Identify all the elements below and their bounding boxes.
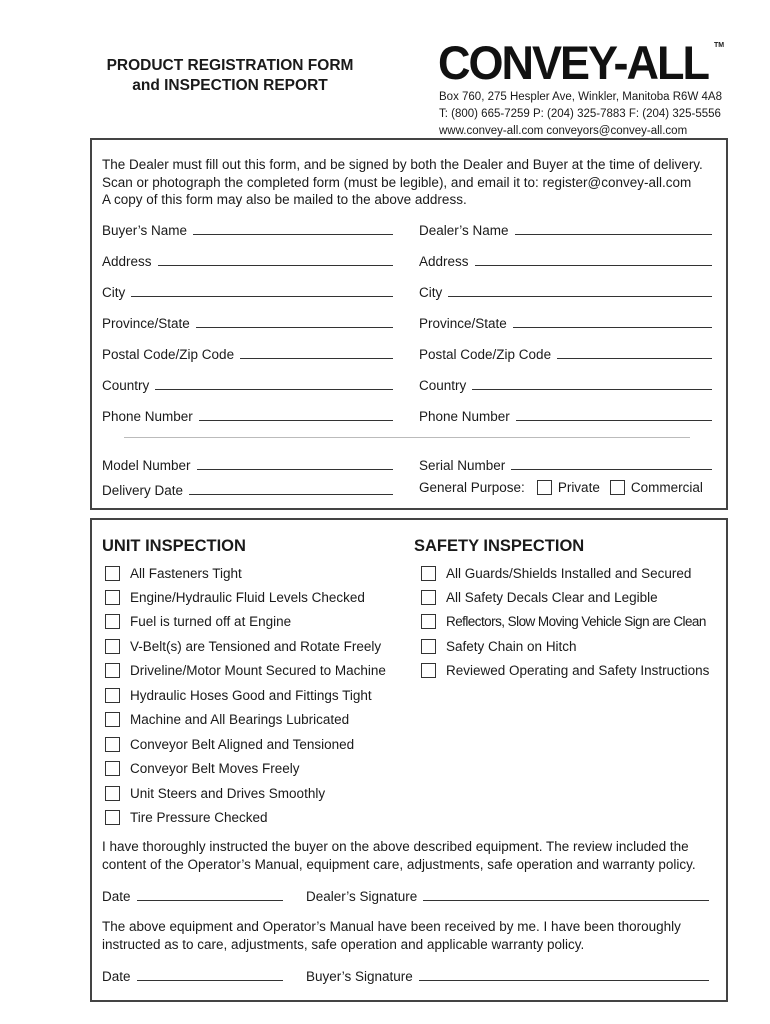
safety-check-checkbox[interactable] (421, 639, 436, 654)
safety-check-label: Reviewed Operating and Safety Instructions (446, 662, 710, 678)
unit-check-checkbox[interactable] (105, 786, 120, 801)
unit-check-item[interactable] (105, 759, 300, 777)
buyer-phone-field[interactable] (102, 406, 393, 424)
unit-check-label: Fuel is turned off at Engine (130, 613, 292, 629)
safety-check-item[interactable] (421, 612, 706, 630)
dealer-city-label: City (419, 285, 443, 300)
model-number-label: Model Number (102, 458, 191, 473)
safety-check-checkbox[interactable] (421, 590, 436, 605)
buyer-signature-label: Buyer’s Signature (306, 969, 413, 984)
unit-check-item[interactable] (105, 637, 381, 655)
dealer-country-label: Country (419, 378, 467, 393)
unit-check-item[interactable] (105, 710, 349, 728)
unit-check-label: Engine/Hydraulic Fluid Levels Checked (130, 589, 365, 605)
safety-check-item[interactable] (421, 564, 691, 582)
dealer-date-label: Date (102, 889, 131, 904)
unit-check-label: Tire Pressure Checked (130, 809, 268, 825)
model-number-field[interactable] (102, 455, 393, 473)
serial-number-label: Serial Number (419, 458, 506, 473)
buyer-date-field[interactable] (102, 966, 283, 984)
buyer-name-field[interactable] (102, 220, 393, 238)
safety-check-item[interactable] (421, 637, 577, 655)
unit-check-checkbox[interactable] (105, 590, 120, 605)
dealer-city-field[interactable] (419, 282, 712, 300)
unit-check-checkbox[interactable] (105, 712, 120, 727)
delivery-date-field[interactable] (102, 480, 393, 498)
dealer-postal-label: Postal Code/Zip Code (419, 347, 552, 362)
buyer-address-field[interactable] (102, 251, 393, 269)
intro-line-1: The Dealer must fill out this form, and be signed by both the Dealer and Buyer at the time of delivery. (102, 157, 703, 172)
dealer-signature-field[interactable] (306, 886, 709, 904)
unit-check-item[interactable] (105, 661, 386, 679)
dealer-statement-line-1: I have thoroughly instructed the buyer on the above described equipment. The review included the (102, 839, 689, 854)
buyer-postal-field[interactable] (102, 344, 393, 362)
unit-check-checkbox[interactable] (105, 639, 120, 654)
section-divider (124, 437, 690, 438)
buyer-statement-line-1: The above equipment and Operator’s Manual have been received by me. I have been thoroughly (102, 919, 681, 934)
trademark-mark: TM (714, 42, 725, 49)
dealer-statement (102, 838, 722, 874)
buyer-date-label: Date (102, 969, 131, 984)
safety-inspection-heading: SAFETY INSPECTION (414, 537, 585, 555)
unit-check-checkbox[interactable] (105, 737, 120, 752)
unit-check-item[interactable] (105, 686, 372, 704)
unit-check-label: Driveline/Motor Mount Secured to Machine (130, 662, 386, 678)
unit-check-label: All Fasteners Tight (130, 565, 242, 581)
unit-check-item[interactable] (105, 564, 242, 582)
dealer-date-field[interactable] (102, 886, 283, 904)
buyer-address-label: Address (102, 254, 152, 269)
buyer-city-label: City (102, 285, 126, 300)
dealer-phone-field[interactable] (419, 406, 712, 424)
unit-inspection-heading: UNIT INSPECTION (102, 537, 246, 555)
unit-check-label: Unit Steers and Drives Smoothly (130, 785, 326, 801)
company-phones: T: (800) 665-7259 P: (204) 325-7883 F: (204) 325-5556 (439, 108, 721, 120)
safety-check-label: Reflectors, Slow Moving Vehicle Sign are Clean (446, 613, 706, 629)
private-label: Private (557, 480, 600, 495)
unit-check-label: Conveyor Belt Aligned and Tensioned (130, 736, 355, 752)
dealer-address-field[interactable] (419, 251, 712, 269)
buyer-signature-field[interactable] (306, 966, 709, 984)
dealer-postal-field[interactable] (419, 344, 712, 362)
private-checkbox[interactable] (537, 480, 552, 495)
company-contact (439, 89, 722, 140)
company-address: Box 760, 275 Hespler Ave, Winkler, Manitoba R6W 4A8 (439, 91, 722, 103)
delivery-date-label: Delivery Date (102, 483, 184, 498)
unit-check-checkbox[interactable] (105, 566, 120, 581)
safety-check-checkbox[interactable] (421, 663, 436, 678)
dealer-name-field[interactable] (419, 220, 712, 238)
intro-instructions (102, 156, 722, 209)
dealer-phone-label: Phone Number (419, 409, 510, 424)
buyer-statement (102, 918, 722, 954)
serial-number-field[interactable] (419, 455, 712, 473)
unit-check-item[interactable] (105, 735, 354, 753)
dealer-province-label: Province/State (419, 316, 507, 331)
safety-check-label: All Guards/Shields Installed and Secured (446, 565, 692, 581)
unit-check-label: Hydraulic Hoses Good and Fittings Tight (130, 687, 372, 703)
unit-check-checkbox[interactable] (105, 761, 120, 776)
buyer-province-label: Province/State (102, 316, 190, 331)
unit-check-checkbox[interactable] (105, 688, 120, 703)
safety-check-checkbox[interactable] (421, 566, 436, 581)
intro-line-2: Scan or photograph the completed form (must be legible), and email it to: register@convey-all.com (102, 174, 692, 190)
safety-check-label: Safety Chain on Hitch (446, 638, 577, 654)
form-title-line-2: and INSPECTION REPORT (132, 77, 328, 94)
form-title (96, 56, 364, 96)
unit-check-checkbox[interactable] (105, 810, 120, 825)
dealer-statement-line-2: content of the Operator’s Manual, equipment care, adjustments, safe operation and warranty policy. (102, 857, 696, 872)
dealer-province-field[interactable] (419, 313, 712, 331)
dealer-name-label: Dealer’s Name (419, 223, 509, 238)
safety-check-item[interactable] (421, 661, 709, 679)
unit-check-item[interactable] (105, 784, 325, 802)
general-purpose-label: General Purpose: (419, 480, 525, 495)
safety-check-item[interactable] (421, 588, 658, 606)
buyer-postal-label: Postal Code/Zip Code (102, 347, 235, 362)
buyer-country-label: Country (102, 378, 150, 393)
buyer-statement-line-2: instructed as to care, adjustments, safe operation and applicable warranty policy. (102, 937, 585, 952)
unit-check-label: Conveyor Belt Moves Freely (130, 760, 300, 776)
company-web: www.convey-all.com conveyors@convey-all.com (439, 125, 688, 137)
buyer-city-field[interactable] (102, 282, 393, 300)
convey-all-logo: CONVEY-ALL (438, 36, 709, 90)
safety-check-checkbox[interactable] (421, 614, 436, 629)
dealer-address-label: Address (419, 254, 469, 269)
unit-check-item[interactable] (105, 588, 365, 606)
form-title-line-1: PRODUCT REGISTRATION FORM (106, 57, 354, 74)
dealer-signature-label: Dealer’s Signature (306, 889, 418, 904)
buyer-name-label: Buyer’s Name (102, 223, 188, 238)
general-purpose-group (419, 480, 703, 495)
commercial-label: Commercial (630, 480, 703, 495)
unit-check-label: Machine and All Bearings Lubricated (130, 711, 350, 727)
dealer-country-field[interactable] (419, 375, 712, 393)
unit-check-label: V-Belt(s) are Tensioned and Rotate Freely (130, 638, 382, 654)
unit-check-item[interactable] (105, 612, 291, 630)
buyer-phone-label: Phone Number (102, 409, 193, 424)
intro-line-3: A copy of this form may also be mailed to the above address. (102, 192, 467, 207)
buyer-country-field[interactable] (102, 375, 393, 393)
unit-check-checkbox[interactable] (105, 614, 120, 629)
unit-check-checkbox[interactable] (105, 663, 120, 678)
unit-check-item[interactable] (105, 808, 268, 826)
safety-check-label: All Safety Decals Clear and Legible (446, 589, 658, 605)
commercial-checkbox[interactable] (610, 480, 625, 495)
buyer-province-field[interactable] (102, 313, 393, 331)
